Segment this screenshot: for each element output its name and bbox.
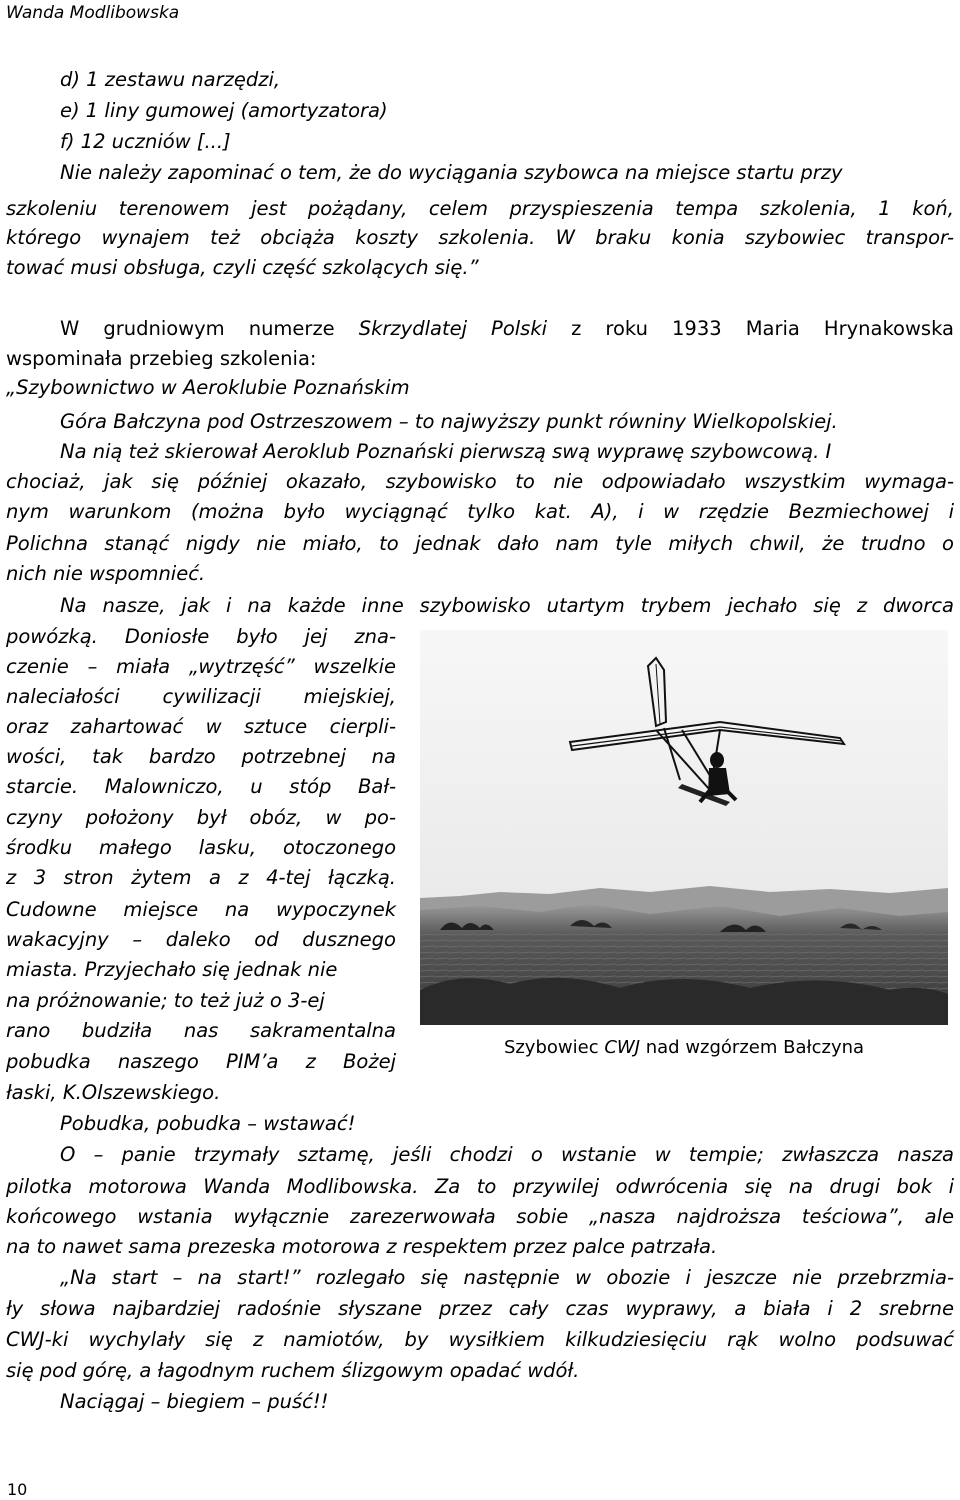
text-line: chociaż, jak się później okazało, szybowisko to nie odpowiadało wszystkim wymaga- [6, 470, 954, 493]
photo-caption [420, 1036, 948, 1060]
text-line: szkoleniu terenowem jest pożądany, celem przyspieszenia tempa szkolenia, 1 koń, [6, 197, 954, 220]
text-line: miasta. Przyjechało się jednak nie [6, 958, 338, 981]
caption-glider-type: CWJ [604, 1037, 641, 1058]
text-line: oraz zahartować w sztuce cierpli- [6, 715, 396, 738]
text-line: d) 1 zestawu narzędzi, [60, 68, 281, 91]
text-line: środku małego lasku, otoczonego [6, 836, 396, 859]
text-line: Naciągaj – biegiem – puść!! [60, 1390, 329, 1413]
text-line: pobudka naszego PIM’a z Bożej [6, 1050, 396, 1073]
page-number: 10 [7, 1480, 28, 1499]
text-line: „Na start – na start!” rozlegało się następnie w obozie i jeszcze nie przebrzmia- [60, 1266, 954, 1289]
text-line: czyny położony był obóz, w po- [6, 806, 396, 829]
text-line: CWJ-ki wychylały się z namiotów, by wysiłkiem kilkudziesięciu rąk wolno podsuwać [6, 1328, 954, 1351]
glider-photo-drawing [420, 630, 948, 1025]
text-line: Na nasze, jak i na każde inne szybowisko utartym trybem jechało się z dworca [60, 594, 954, 617]
text-line: W grudniowym numerze Skrzydlatej Polski z roku 1933 Maria Hrynakowska [60, 317, 954, 340]
text-line: Nie należy zapominać o tem, że do wyciągania szybowca na miejsce startu przy [60, 161, 843, 184]
text-line: Pobudka, pobudka – wstawać! [60, 1112, 356, 1135]
text-line: nich nie wspomnieć. [6, 562, 206, 585]
text-line: wości, tak bardzo potrzebnej na [6, 745, 396, 768]
text-line: czenie – miała „wytrzęść” wszelkie [6, 655, 396, 678]
text-line: naleciałości cywilizacji miejskiej, [6, 685, 396, 708]
text-line: powózką. Doniosłe było jej zna- [6, 625, 396, 648]
text-line: pilotka motorowa Wanda Modlibowska. Za to przywilej odwrócenia się na drugi bok i [6, 1175, 954, 1198]
text-line: Góra Bałczyna pod Ostrzeszowem – to najwyższy punkt równiny Wielkopolskiej. [60, 410, 838, 433]
text-line: łaski, K.Olszewskiego. [6, 1081, 221, 1104]
text-line: wspominała przebieg szkolenia: [6, 347, 317, 370]
text-line: wakacyjny – daleko od dusznego [6, 928, 396, 951]
glider-photo [420, 630, 948, 1025]
text-line: O – panie trzymały sztamę, jeśli chodzi o wstanie w tempie; zwłaszcza nasza [60, 1143, 954, 1166]
text-line: z 3 stron żytem a z 4-tej łączką. [6, 866, 396, 889]
text-line: e) 1 liny gumowej (amortyzatora) [60, 99, 388, 122]
running-head: Wanda Modlibowska [6, 3, 180, 23]
text-line: Na nią też skierował Aeroklub Poznański pierwszą swą wyprawę szybowcową. I [60, 440, 832, 463]
text-line: „Szybownictwo w Aeroklubie Poznańskim [6, 376, 410, 399]
text-line: końcowego wstania wyłącznie zarezerwowała sobie „nasza najdroższa teściowa”, ale [6, 1205, 954, 1228]
magazine-title: Skrzydlatej Polski [358, 317, 548, 340]
text-line: starcie. Malowniczo, u stóp Bał- [6, 775, 396, 798]
text-line: którego wynajem też obciąża koszty szkolenia. W braku konia szybowiec transpor- [6, 226, 954, 249]
caption-text-before: Szybowiec [503, 1037, 605, 1058]
text-line: nym warunkom (można było wyciągnąć tylko kat. A), i w rzędzie Bezmiechowej i [6, 500, 954, 523]
text-line: na to nawet sama prezeska motorowa z respektem przez palce patrzała. [6, 1235, 718, 1258]
text-line: tować musi obsługa, czyli część szkolących się.” [6, 256, 479, 279]
text-line: Cudowne miejsce na wypoczynek [6, 898, 396, 921]
text-line: się pod górę, a łagodnym ruchem ślizgowym opadać wdół. [6, 1359, 580, 1382]
text-line: Polichna stanąć nigdy nie miało, to jednak dało nam tyle miłych chwil, że trudno o [6, 532, 954, 555]
text-line: rano budziła nas sakramentalna [6, 1019, 396, 1042]
text-line: ły słowa najbardziej radośnie słyszane przez cały czas wyprawy, a biała i 2 srebrne [6, 1297, 954, 1320]
caption-text-after: nad wzgórzem Bałczyna [640, 1037, 865, 1058]
text-line: f) 12 uczniów [...] [60, 130, 231, 153]
text-line: na próżnowanie; to też już o 3-ej [6, 989, 325, 1012]
